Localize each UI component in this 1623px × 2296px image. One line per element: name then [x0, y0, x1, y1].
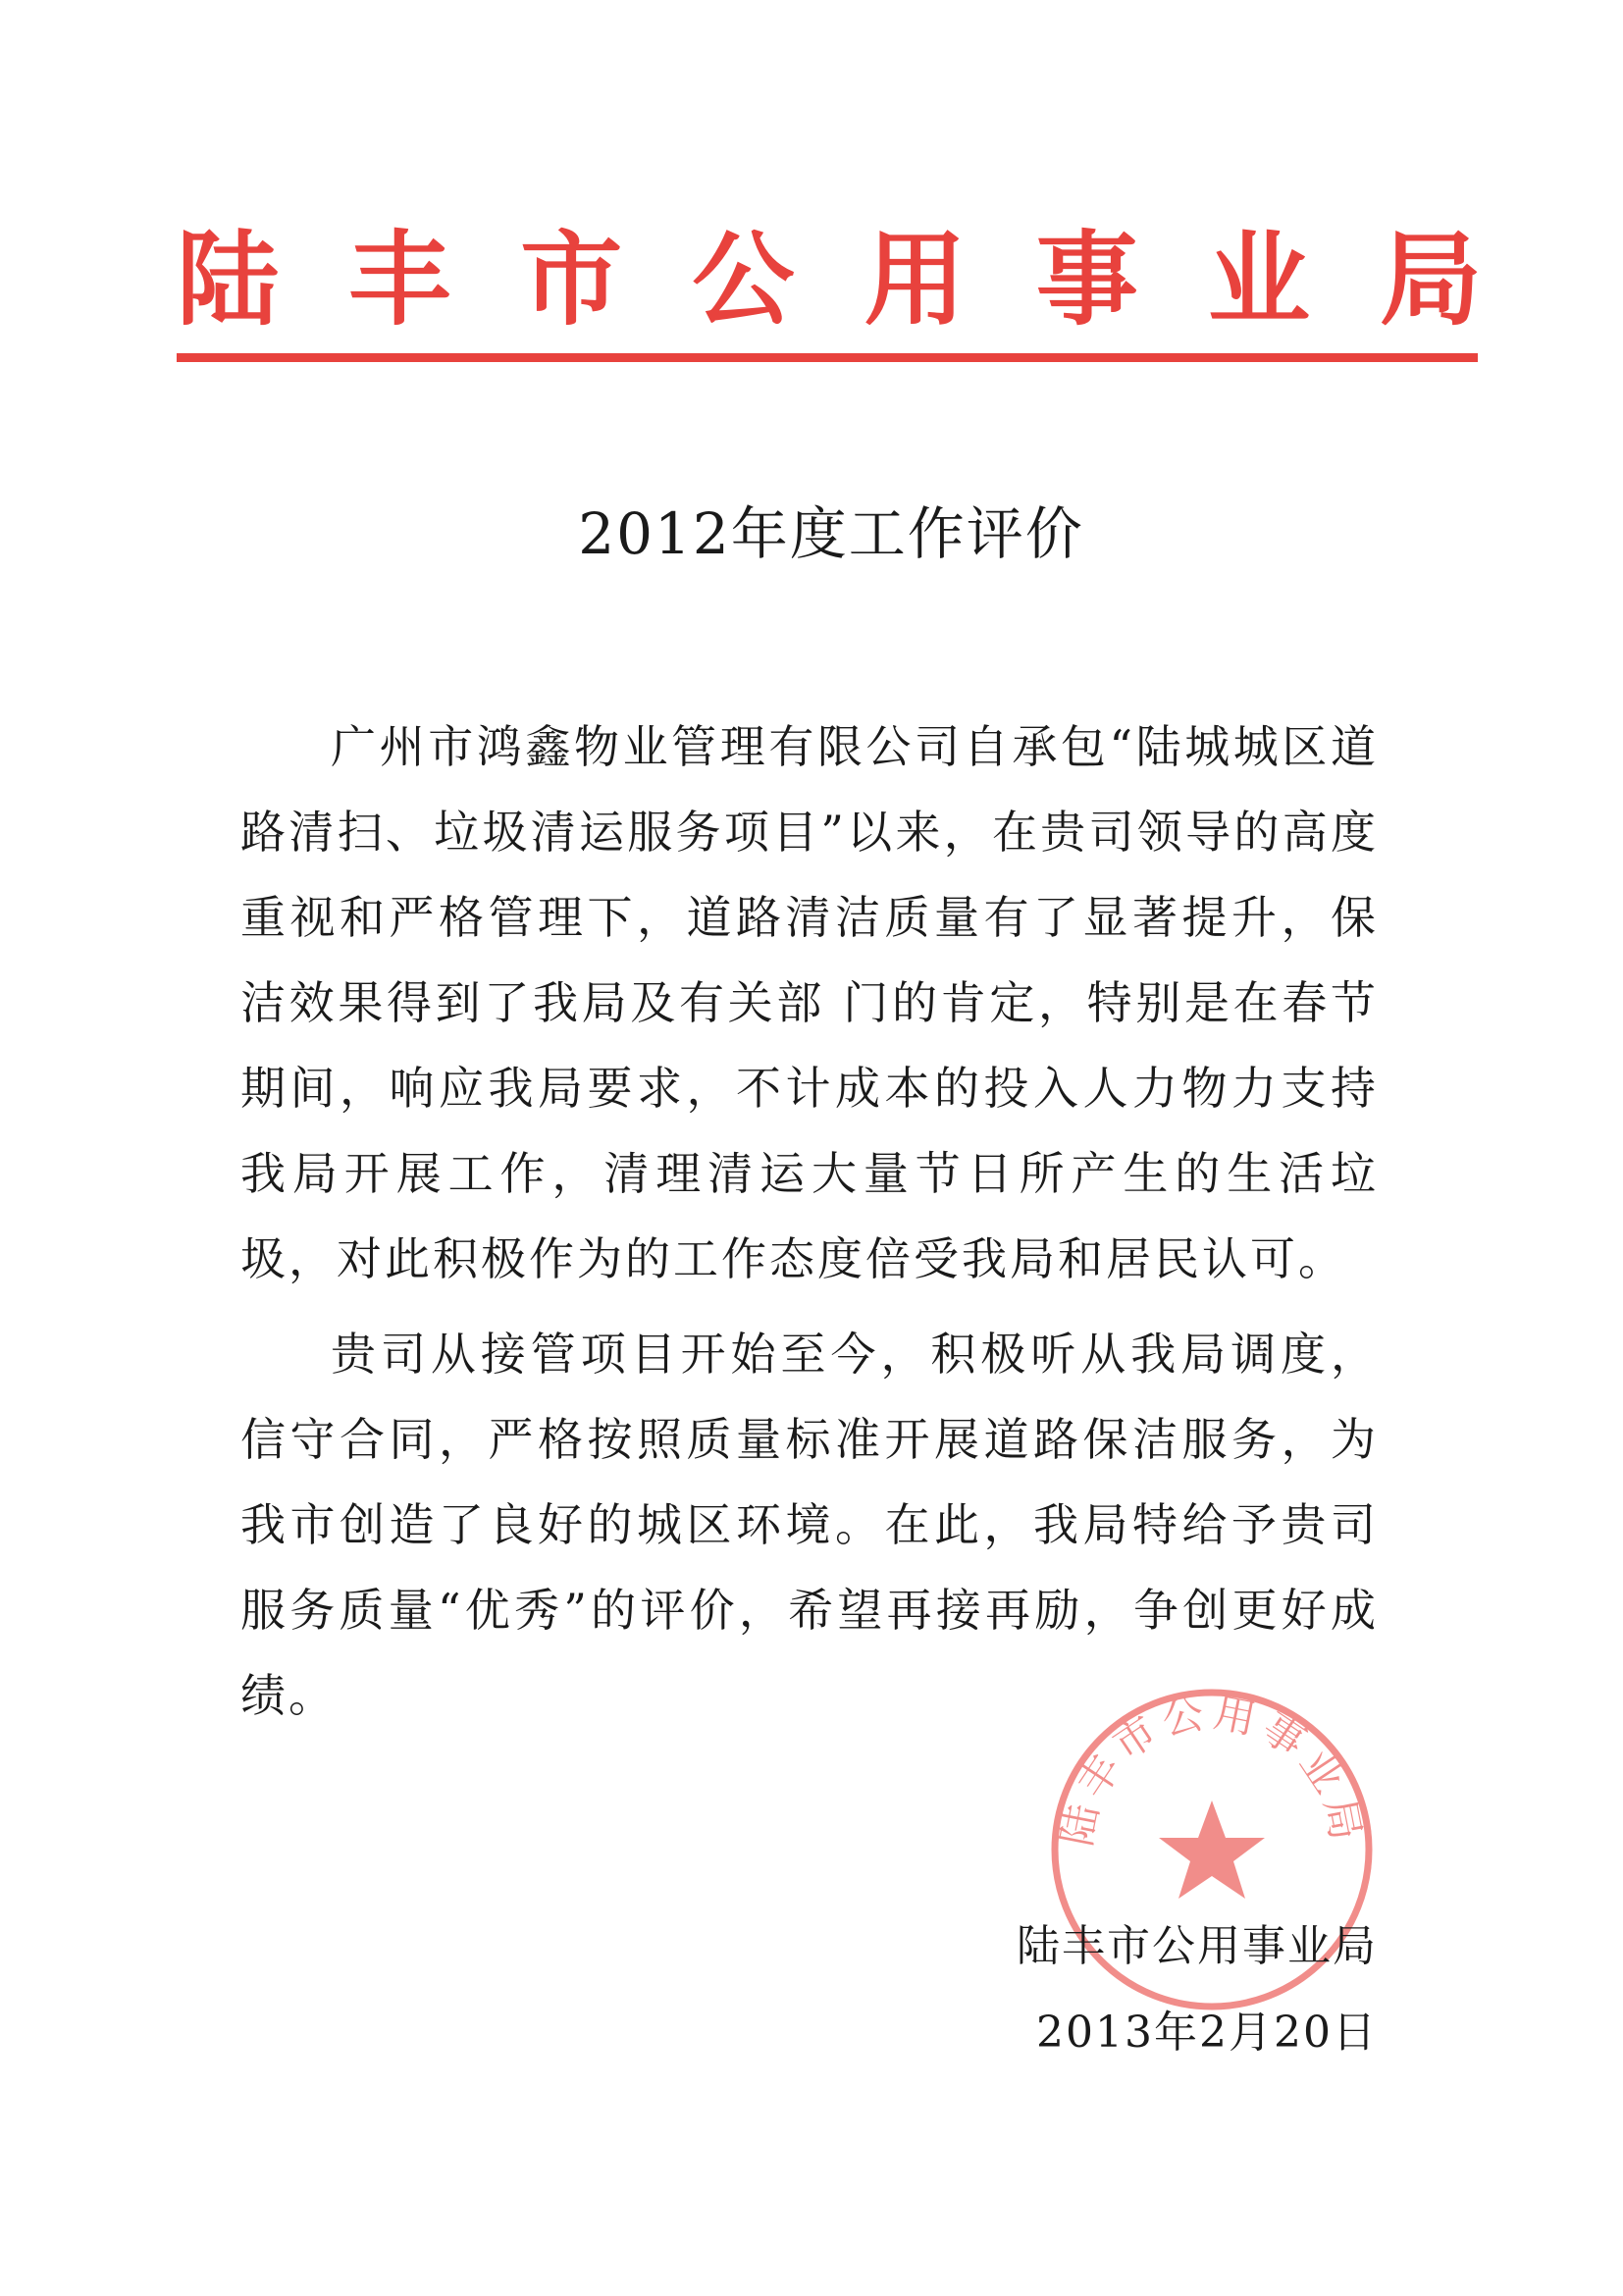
- seal-text: 陆丰市公用事业局: [1052, 1688, 1372, 1851]
- letterhead-divider: [177, 353, 1478, 362]
- signature-org: 陆丰市公用事业局: [1017, 1921, 1378, 1971]
- letterhead-char: 陆: [177, 220, 280, 339]
- star-icon: [1159, 1800, 1265, 1899]
- signature-date: 2013年2月20日: [1036, 2008, 1378, 2058]
- body-paragraph: 广州市鸿鑫物业管理有限公司自承包“陆城城区道路清扫、垃圾清运服务项目”以来，在贵司领导的高度重视和严格管理下，道路清洁质量有了显著提升，保洁效果得到了我局及有关部 门的肯定，特别是在春节期间，响应我局要求，不计成本的投入人力物力支持我局开展工作，清理清运大量节日所产生的生活垃圾，对此积极作为的工作态度倍受我局和居民认可。: [240, 720, 1379, 1285]
- body-paragraph: 贵司从接管项目开始至今，积极听从我局调度，信守合同，严格按照质量标准开展道路保洁服务，为我市创造了良好的城区环境。在此，我局特给予贵司服务质量“优秀”的评价，希望再接再励，争创更好成绩。: [240, 1328, 1379, 1722]
- letterhead-char: 局: [1379, 220, 1482, 339]
- document-body: [240, 704, 1379, 1739]
- letterhead-char: 丰: [348, 220, 451, 339]
- letterhead: [177, 211, 1482, 348]
- letterhead-char: 用: [864, 220, 967, 339]
- letterhead-char: 市: [520, 220, 623, 339]
- letterhead-char: 业: [1207, 220, 1310, 339]
- letterhead-char: 事: [1035, 220, 1138, 339]
- document-title: 2012年度工作评价: [578, 500, 1084, 567]
- letterhead-char: 公: [692, 220, 795, 339]
- signature-block: [1017, 1904, 1378, 2076]
